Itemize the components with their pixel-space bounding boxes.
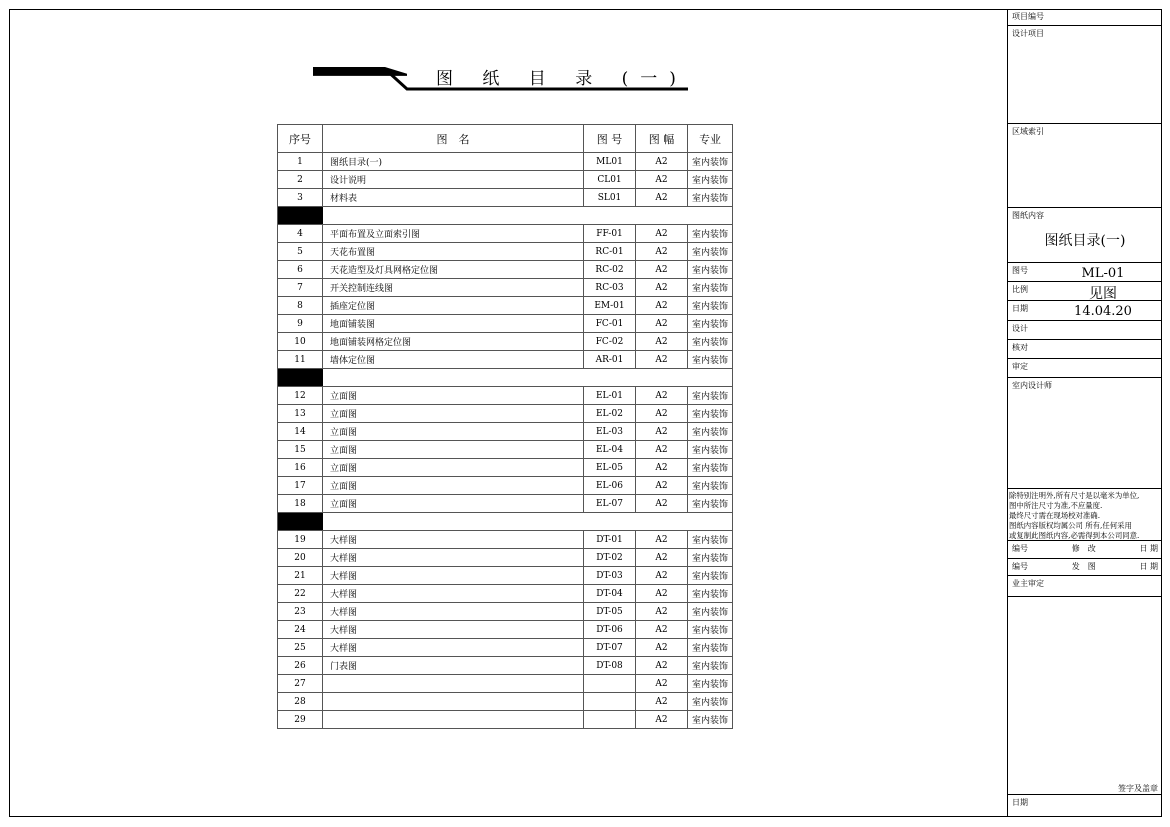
separator-block <box>278 369 323 387</box>
table-row <box>278 657 733 675</box>
drawing-list-table <box>277 124 733 729</box>
row-name: 立面图 <box>323 387 584 405</box>
row-no: 17 <box>278 477 323 495</box>
row-no: 26 <box>278 657 323 675</box>
design-cell <box>1008 321 1162 340</box>
design-project-cell <box>1008 26 1162 124</box>
row-name: 立面图 <box>323 459 584 477</box>
note-line: 图纸内容版权均属公司 所有,任何采用 <box>1009 521 1132 530</box>
row-no: 21 <box>278 567 323 585</box>
row-spec: 室内装饰 <box>688 351 733 369</box>
row-code: RC-03 <box>584 279 636 297</box>
signature-cell <box>1008 597 1162 795</box>
row-code: DT-05 <box>584 603 636 621</box>
row-size: A2 <box>636 387 688 405</box>
row-name: 天花布置图 <box>323 243 584 261</box>
row-name: 开关控制连线图 <box>323 279 584 297</box>
row-code: FF-01 <box>584 225 636 243</box>
revision-date-label: 日 期 <box>1139 544 1158 553</box>
table-row <box>278 387 733 405</box>
note-line: 最终尺寸需在现场校对准确. <box>1009 511 1101 520</box>
table-row <box>278 261 733 279</box>
table-row <box>278 477 733 495</box>
row-spec: 室内装饰 <box>688 333 733 351</box>
row-size: A2 <box>636 423 688 441</box>
designer-cell <box>1008 378 1162 489</box>
table-row <box>278 567 733 585</box>
row-code: EL-02 <box>584 405 636 423</box>
row-no: 5 <box>278 243 323 261</box>
table-row <box>278 171 733 189</box>
row-name: 门表图 <box>323 657 584 675</box>
row-code: DT-02 <box>584 549 636 567</box>
row-size: A2 <box>636 441 688 459</box>
owner-approval-label: 业主审定 <box>1012 579 1044 588</box>
row-name: 立面图 <box>323 423 584 441</box>
row-no: 10 <box>278 333 323 351</box>
row-no: 20 <box>278 549 323 567</box>
row-no: 7 <box>278 279 323 297</box>
issue-date-label: 日 期 <box>1139 562 1158 571</box>
row-code: EM-01 <box>584 297 636 315</box>
date-value: 14.04.20 <box>1074 304 1132 319</box>
row-name: 插座定位图 <box>323 297 584 315</box>
review-cell <box>1008 359 1162 378</box>
row-name: 天花造型及灯具网格定位图 <box>323 261 584 279</box>
row-spec: 室内装饰 <box>688 585 733 603</box>
row-spec: 室内装饰 <box>688 549 733 567</box>
table-header-row <box>278 125 733 153</box>
table-row <box>278 279 733 297</box>
row-size: A2 <box>636 549 688 567</box>
row-code: ML01 <box>584 153 636 171</box>
row-size: A2 <box>636 711 688 729</box>
separator-empty <box>323 369 733 387</box>
row-name: 立面图 <box>323 441 584 459</box>
revision-label: 修 改 <box>1071 544 1096 553</box>
table-row <box>278 405 733 423</box>
row-size: A2 <box>636 243 688 261</box>
scale-value: 见图 <box>1089 286 1117 302</box>
row-no: 29 <box>278 711 323 729</box>
row-spec: 室内装饰 <box>688 423 733 441</box>
row-no: 4 <box>278 225 323 243</box>
row-name: 大样图 <box>323 531 584 549</box>
row-size: A2 <box>636 297 688 315</box>
table-row <box>278 333 733 351</box>
group-separator-row <box>278 369 733 387</box>
notes-text <box>1009 491 1162 541</box>
content-cell <box>1008 208 1162 263</box>
table-row <box>278 603 733 621</box>
row-no: 2 <box>278 171 323 189</box>
signature-label: 签字及盖章 <box>1118 784 1158 793</box>
table-row <box>278 495 733 513</box>
table-row <box>278 297 733 315</box>
row-spec: 室内装饰 <box>688 261 733 279</box>
drawing-no-label: 图号 <box>1012 266 1028 275</box>
row-name: 大样图 <box>323 549 584 567</box>
area-index-label: 区域索引 <box>1012 127 1044 136</box>
row-code <box>584 675 636 693</box>
row-size: A2 <box>636 495 688 513</box>
row-no: 25 <box>278 639 323 657</box>
row-no: 19 <box>278 531 323 549</box>
row-name: 地面铺装网格定位图 <box>323 333 584 351</box>
row-spec: 室内装饰 <box>688 603 733 621</box>
page-title: 图 纸 目 录 (一) <box>436 69 688 89</box>
row-code: RC-02 <box>584 261 636 279</box>
title-block <box>1007 9 1162 817</box>
row-spec: 室内装饰 <box>688 387 733 405</box>
bottom-date-cell <box>1008 795 1162 816</box>
separator-empty <box>323 207 733 225</box>
row-no: 27 <box>278 675 323 693</box>
table-row <box>278 243 733 261</box>
row-size: A2 <box>636 567 688 585</box>
row-no: 13 <box>278 405 323 423</box>
row-size: A2 <box>636 225 688 243</box>
row-size: A2 <box>636 531 688 549</box>
row-code: EL-03 <box>584 423 636 441</box>
row-size: A2 <box>636 585 688 603</box>
row-name: 地面铺装图 <box>323 315 584 333</box>
row-size: A2 <box>636 405 688 423</box>
header-code: 图 号 <box>584 125 636 153</box>
table-row <box>278 621 733 639</box>
notes-cell <box>1008 489 1162 541</box>
issue-row <box>1008 559 1162 576</box>
row-spec: 室内装饰 <box>688 189 733 207</box>
row-name: 大样图 <box>323 639 584 657</box>
row-spec: 室内装饰 <box>688 297 733 315</box>
row-size: A2 <box>636 603 688 621</box>
row-size: A2 <box>636 315 688 333</box>
row-name: 墙体定位图 <box>323 351 584 369</box>
row-no: 9 <box>278 315 323 333</box>
row-spec: 室内装饰 <box>688 405 733 423</box>
table-row <box>278 189 733 207</box>
check-label: 核对 <box>1012 343 1028 352</box>
row-spec: 室内装饰 <box>688 639 733 657</box>
row-size: A2 <box>636 279 688 297</box>
row-no: 16 <box>278 459 323 477</box>
row-name: 立面图 <box>323 477 584 495</box>
row-code: RC-01 <box>584 243 636 261</box>
row-code: FC-01 <box>584 315 636 333</box>
row-no: 18 <box>278 495 323 513</box>
row-no: 3 <box>278 189 323 207</box>
separator-block <box>278 207 323 225</box>
table-row <box>278 639 733 657</box>
row-code <box>584 711 636 729</box>
row-size: A2 <box>636 189 688 207</box>
row-spec: 室内装饰 <box>688 477 733 495</box>
row-size: A2 <box>636 153 688 171</box>
row-name: 大样图 <box>323 585 584 603</box>
row-code <box>584 693 636 711</box>
row-no: 14 <box>278 423 323 441</box>
row-name: 立面图 <box>323 405 584 423</box>
table-row <box>278 441 733 459</box>
content-value: 图纸目录(一) <box>1044 233 1126 249</box>
issue-label: 发 图 <box>1071 562 1096 571</box>
header-no: 序号 <box>278 125 323 153</box>
table-row <box>278 549 733 567</box>
designer-label: 室内设计师 <box>1012 381 1052 390</box>
row-size: A2 <box>636 171 688 189</box>
content-label: 图纸内容 <box>1012 211 1044 220</box>
row-spec: 室内装饰 <box>688 225 733 243</box>
note-line: 或复制此图纸内容,必需得到本公司同意. <box>1009 531 1140 540</box>
row-no: 8 <box>278 297 323 315</box>
row-code: DT-08 <box>584 657 636 675</box>
row-code: AR-01 <box>584 351 636 369</box>
row-no: 11 <box>278 351 323 369</box>
row-code: DT-03 <box>584 567 636 585</box>
table-row <box>278 675 733 693</box>
group-separator-row <box>278 207 733 225</box>
row-spec: 室内装饰 <box>688 315 733 333</box>
row-code: DT-04 <box>584 585 636 603</box>
table-row <box>278 711 733 729</box>
revision-no-label: 编号 <box>1012 544 1028 553</box>
owner-approval-cell <box>1008 576 1162 597</box>
table-row <box>278 423 733 441</box>
group-separator-row <box>278 513 733 531</box>
row-name: 材料表 <box>323 189 584 207</box>
area-index-cell <box>1008 124 1162 208</box>
table-row <box>278 153 733 171</box>
project-no-cell <box>1008 9 1162 26</box>
row-size: A2 <box>636 477 688 495</box>
revision-row <box>1008 541 1162 559</box>
table-row <box>278 459 733 477</box>
row-name: 大样图 <box>323 621 584 639</box>
design-project-label: 设计项目 <box>1012 29 1044 38</box>
separator-empty <box>323 513 733 531</box>
row-spec: 室内装饰 <box>688 441 733 459</box>
row-code: FC-02 <box>584 333 636 351</box>
row-code: EL-05 <box>584 459 636 477</box>
drawing-no-value: ML-01 <box>1081 266 1125 281</box>
row-size: A2 <box>636 459 688 477</box>
row-code: DT-07 <box>584 639 636 657</box>
row-spec: 室内装饰 <box>688 675 733 693</box>
row-name: 平面布置及立面索引图 <box>323 225 584 243</box>
row-spec: 室内装饰 <box>688 711 733 729</box>
row-no: 12 <box>278 387 323 405</box>
row-no: 28 <box>278 693 323 711</box>
separator-block <box>278 513 323 531</box>
check-cell <box>1008 340 1162 359</box>
row-size: A2 <box>636 639 688 657</box>
row-name: 设计说明 <box>323 171 584 189</box>
row-size: A2 <box>636 657 688 675</box>
review-label: 审定 <box>1012 362 1028 371</box>
row-spec: 室内装饰 <box>688 531 733 549</box>
row-name: 图纸目录(一) <box>323 153 584 171</box>
row-code: EL-06 <box>584 477 636 495</box>
row-code: EL-01 <box>584 387 636 405</box>
row-code: SL01 <box>584 189 636 207</box>
date-label: 日期 <box>1012 304 1028 313</box>
row-spec: 室内装饰 <box>688 657 733 675</box>
row-code: DT-01 <box>584 531 636 549</box>
row-spec: 室内装饰 <box>688 495 733 513</box>
design-label: 设计 <box>1012 324 1028 333</box>
row-size: A2 <box>636 351 688 369</box>
row-size: A2 <box>636 675 688 693</box>
row-code: CL01 <box>584 171 636 189</box>
row-no: 6 <box>278 261 323 279</box>
row-name <box>323 711 584 729</box>
scale-cell <box>1008 282 1162 301</box>
issue-no-label: 编号 <box>1012 562 1028 571</box>
row-spec: 室内装饰 <box>688 567 733 585</box>
scale-label: 比例 <box>1012 285 1028 294</box>
row-no: 22 <box>278 585 323 603</box>
row-code: DT-06 <box>584 621 636 639</box>
row-size: A2 <box>636 693 688 711</box>
row-spec: 室内装饰 <box>688 279 733 297</box>
table-row <box>278 315 733 333</box>
row-no: 15 <box>278 441 323 459</box>
table-row <box>278 531 733 549</box>
table-row <box>278 585 733 603</box>
note-line: 图中所注尺寸为准,不应量度. <box>1009 501 1103 510</box>
project-no-label: 项目编号 <box>1012 12 1044 21</box>
row-no: 1 <box>278 153 323 171</box>
table-row <box>278 351 733 369</box>
date-cell <box>1008 301 1162 321</box>
note-line: 除特别注明外,所有尺寸是以毫米为单位, <box>1009 491 1140 500</box>
row-name <box>323 693 584 711</box>
row-size: A2 <box>636 333 688 351</box>
row-name <box>323 675 584 693</box>
row-code: EL-07 <box>584 495 636 513</box>
row-spec: 室内装饰 <box>688 459 733 477</box>
row-spec: 室内装饰 <box>688 243 733 261</box>
row-spec: 室内装饰 <box>688 621 733 639</box>
row-name: 立面图 <box>323 495 584 513</box>
table-row <box>278 225 733 243</box>
row-code: EL-04 <box>584 441 636 459</box>
row-spec: 室内装饰 <box>688 171 733 189</box>
row-spec: 室内装饰 <box>688 693 733 711</box>
header-spec: 专业 <box>688 125 733 153</box>
row-name: 大样图 <box>323 603 584 621</box>
bottom-date-label: 日期 <box>1012 798 1028 807</box>
drawing-no-cell <box>1008 263 1162 282</box>
row-name: 大样图 <box>323 567 584 585</box>
row-no: 24 <box>278 621 323 639</box>
table-body <box>278 153 733 729</box>
header-name: 图 名 <box>323 125 584 153</box>
row-size: A2 <box>636 621 688 639</box>
row-spec: 室内装饰 <box>688 153 733 171</box>
header-size: 图 幅 <box>636 125 688 153</box>
row-size: A2 <box>636 261 688 279</box>
row-no: 23 <box>278 603 323 621</box>
table-row <box>278 693 733 711</box>
